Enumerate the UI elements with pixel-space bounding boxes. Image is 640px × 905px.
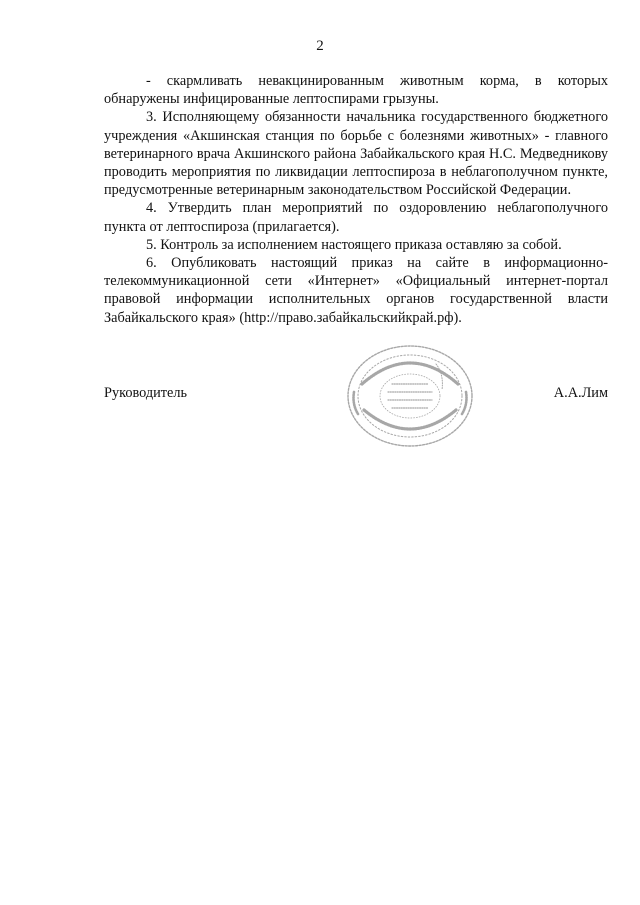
paragraph-item-3: 3. Исполняющему обязанности начальника государственного бюджетного учреждения «Акшинская станция по борьбе с болезнями животных» - главного ветеринарного врача Акшинского района Забайкальского края Н.С. Медведникову проводить мероприятия по ликвидации лептоспироза в неблагополучном пункте, предусмотренные ветеринарным законодательством Российской Федерации. — [104, 109, 608, 199]
signatory-name: А.А.Лим — [553, 385, 608, 401]
signatory-title: Руководитель — [104, 385, 188, 401]
paragraph-item-6: 6. Опубликовать настоящий приказ на сайте в информационно-телекоммуникационной сети «Интернет» «Официальный интернет-портал правовой информации исполнительных органов государственной власти Забайкальского края» (http://право.забайкальскийкрай.рф). — [104, 255, 608, 326]
paragraph-item-5: 5. Контроль за исполнением настоящего приказа оставляю за собой. — [146, 236, 562, 253]
signature-block — [104, 384, 608, 404]
page-number: 2 — [316, 38, 324, 54]
paragraph-feeding-clause: - скармливать невакцинированным животным корма, в которых обнаружены инфицированные лептоспирами грызуны. — [104, 73, 608, 108]
document-body — [104, 72, 608, 327]
paragraph-item-4: 4. Утвердить план мероприятий по оздоровлению неблагополучного пункта от лептоспироза (прилагается). — [104, 200, 608, 235]
